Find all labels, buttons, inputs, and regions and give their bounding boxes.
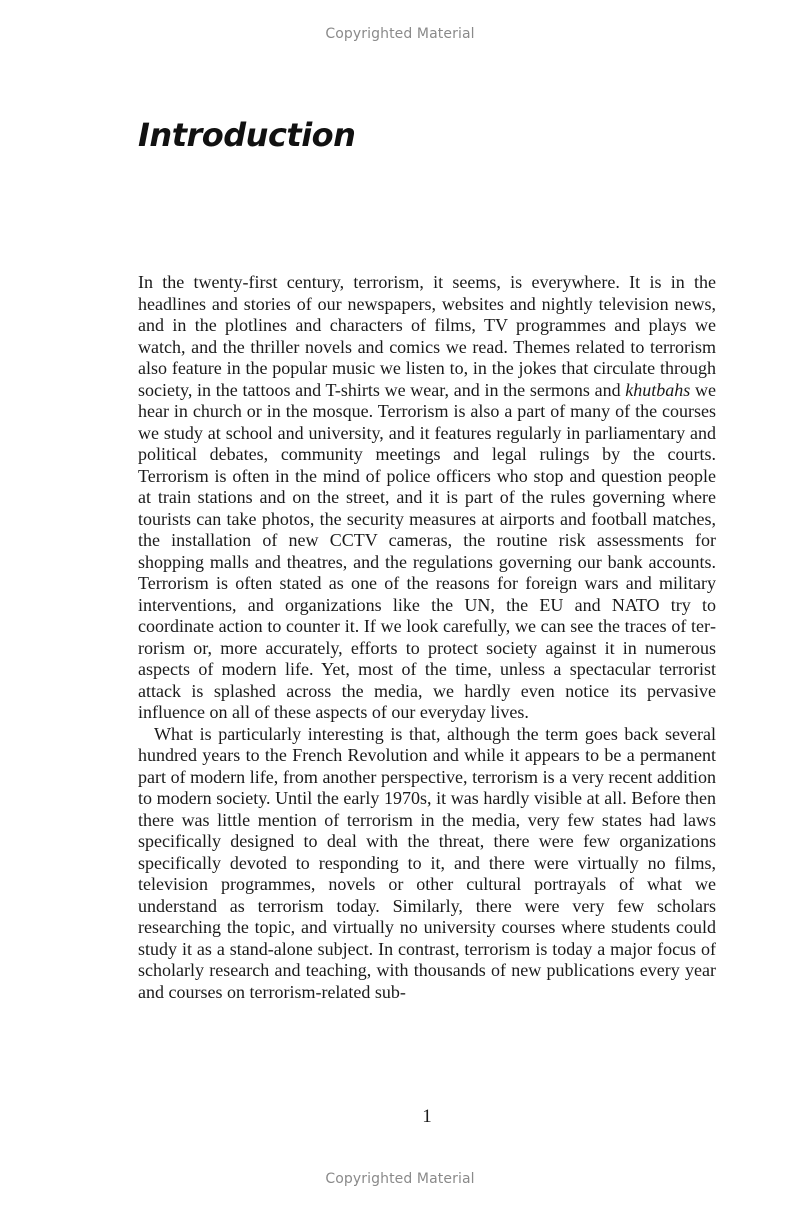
body-text xyxy=(138,272,716,1003)
paragraph-2: What is particularly interesting is that, although the term goes back several hundred years to the French Revolution and while it appears to be a permanent part of modern life, from another perspective, terrorism is a very recent addition to modern society. Until the early 1970s, it was hardly visible at all. Before then there was little mention of terrorism in the media, very few states had laws specifically designed to deal with the threat, there were few organizations specifically devoted to responding to it, and there were virtually no films, television programmes, novels or other cultural portrayals of what we understand as terrorism today. Similarly, there were very few scholars researching the topic, and virtually no university courses where students could study it as a stand-alone subject. In contrast, terrorism is today a major focus of scholarly research and teaching, with thousands of new publications every year and courses on terrorism-related sub- xyxy=(138,723,716,1002)
chapter-title: Introduction xyxy=(138,116,356,154)
paragraph-1-part-b: we hear in church or in the mosque. Terrorism is also a part of many of the courses we study at school and university, and it features regularly in parliamentary and political debates, community meetings and legal rulings by the courts. Terrorism is often in the mind of police officers who stop and question people at train stations and on the street, and it is part of the rules governing where tourists can take photos, the security measures at airports and football matches, the installation of new CCTV cameras, the routine risk assessments for shopping malls and theatres, and the regulations governing our bank accounts. Terrorism is often stated as one of the reasons for foreign wars and military interventions, and organizations like the UN, the EU and NATO try to coordinate action to counter it. If we look carefully, we can see the traces of terrorism or, more accurately, efforts to protect society against it in numerous aspects of modern life. Yet, most of the time, unless a spectacular terrorist attack is splashed across the media, we hardly even notice its pervasive influence on all of these aspects of our everyday lives. xyxy=(138,379,716,722)
paragraph-1-part-a: In the twenty-first century, terrorism, it seems, is everywhere. It is in the headlines and stories of our newspapers, websites and nightly television news, and in the plotlines and characters of films, TV programmes and plays we watch, and the thriller novels and comics we read. Themes related to terrorism also feature in the popular music we listen to, in the jokes that circulate through society, in the tattoos and T-shirts we wear, and in the sermons and xyxy=(138,272,716,400)
copyright-watermark-top: Copyrighted Material xyxy=(325,26,475,42)
paragraph-1 xyxy=(138,272,716,724)
emphasis-term: khutbahs xyxy=(625,379,691,400)
page-number: 1 xyxy=(422,1106,432,1127)
copyright-watermark-bottom: Copyrighted Material xyxy=(325,1171,475,1187)
